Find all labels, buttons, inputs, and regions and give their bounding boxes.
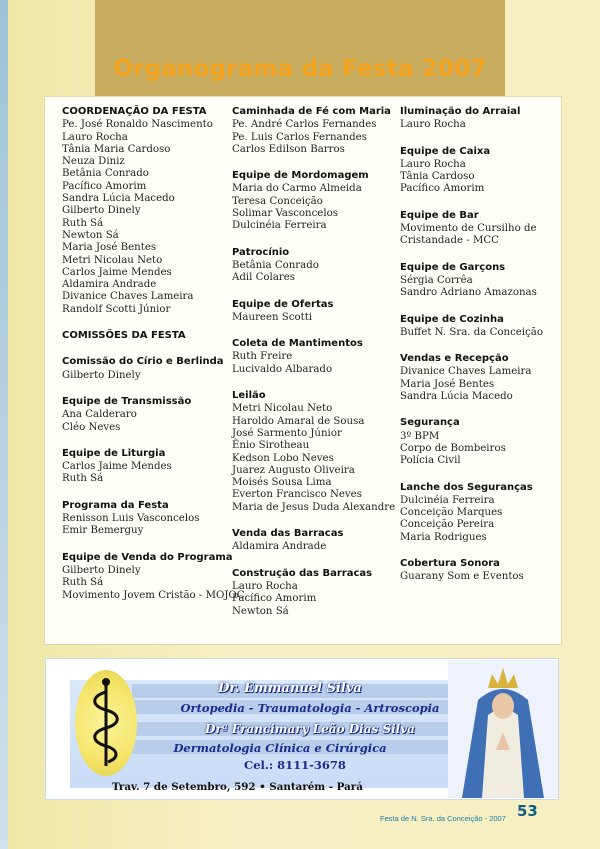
section-heading: Construção das Barracas bbox=[232, 567, 373, 579]
member-name: Maureen Scotti bbox=[232, 311, 313, 323]
member-name: Pe. José Ronaldo Nascimento bbox=[62, 119, 213, 131]
footer-caption: Festa de N. Sra. da Conceição - 2007 bbox=[380, 814, 506, 823]
section-heading: COMISSÕES DA FESTA bbox=[62, 330, 186, 342]
doctor-specialty-1: Ortopedia - Traumatologia - Artroscopia bbox=[180, 701, 440, 715]
member-name: Neuza Diniz bbox=[62, 156, 125, 168]
member-name: Aldamira Andrade bbox=[62, 279, 157, 291]
member-name: Lauro Rocha bbox=[62, 131, 128, 143]
member-name: Lauro Rocha bbox=[400, 119, 466, 131]
member-name: Tânia Cardoso bbox=[400, 171, 475, 183]
member-name: Newton Sá bbox=[62, 229, 119, 241]
section bbox=[62, 330, 234, 342]
column-2 bbox=[232, 106, 404, 632]
member-name: Ruth Sá bbox=[62, 217, 104, 229]
section-heading: Equipe de Transmissão bbox=[62, 395, 192, 407]
member-name: Pe. André Carlos Fernandes bbox=[232, 119, 377, 131]
section-heading: Equipe de Ofertas bbox=[232, 298, 334, 310]
member-name: Carlos Edilson Barros bbox=[232, 143, 345, 155]
section-heading: Equipe de Bar bbox=[400, 209, 479, 221]
member-name: Juarez Augusto Oliveira bbox=[232, 464, 355, 476]
section bbox=[62, 448, 234, 486]
member-name: Movimento Jovem Cristão - MOJOC bbox=[62, 589, 245, 601]
section bbox=[62, 356, 234, 382]
section-heading: Lanche dos Seguranças bbox=[400, 481, 533, 493]
member-name: Teresa Conceição bbox=[232, 195, 323, 207]
column-3 bbox=[400, 106, 550, 598]
member-name: Gilberto Dinely bbox=[62, 564, 141, 576]
section-heading: Equipe de Mordomagem bbox=[232, 170, 369, 182]
member-name: Dulcinéia Ferreira bbox=[232, 220, 327, 232]
section bbox=[232, 528, 404, 554]
member-name: Carlos Jaime Mendes bbox=[62, 266, 172, 278]
member-name: Sandra Lúcia Macedo bbox=[400, 391, 513, 403]
section-heading: Iluminação do Arraial bbox=[400, 106, 521, 117]
doctor-name-1: Dr. Emmanuel Silva bbox=[218, 681, 362, 696]
section-heading: COORDENAÇÃO DA FESTA bbox=[62, 106, 207, 117]
member-name: Gilberto Dinely bbox=[62, 369, 141, 381]
member-name: Carlos Jaime Mendes bbox=[62, 461, 172, 473]
section-heading: Equipe de Liturgia bbox=[62, 447, 166, 459]
section-heading: Equipe de Venda do Programa bbox=[62, 551, 233, 563]
member-name: Pacífico Amorim bbox=[400, 183, 485, 195]
member-name: Conceição Marques bbox=[400, 507, 503, 519]
section-heading: Cobertura Sonora bbox=[400, 558, 500, 570]
section bbox=[400, 146, 550, 196]
section-heading: Coleta de Mantimentos bbox=[232, 338, 363, 350]
member-name: Conceição Pereira bbox=[400, 519, 495, 531]
section-heading: Venda das Barracas bbox=[232, 528, 344, 540]
section bbox=[400, 482, 550, 544]
section bbox=[232, 390, 404, 514]
section-heading: Equipe de Caixa bbox=[400, 145, 491, 157]
member-name: Sérgia Corrêa bbox=[400, 274, 473, 286]
phone-number: Cel.: 8111-3678 bbox=[244, 758, 346, 772]
member-name: Ruth Sá bbox=[62, 577, 104, 589]
member-name: Metri Nicolau Neto bbox=[62, 254, 163, 266]
member-name: Haroldo Amaral de Sousa bbox=[232, 415, 365, 427]
column-1 bbox=[62, 106, 245, 616]
section-heading: Vendas e Recepção bbox=[400, 353, 509, 365]
member-name: Lauro Rocha bbox=[232, 580, 298, 592]
section bbox=[400, 417, 550, 467]
member-name: Sandra Lúcia Macedo bbox=[62, 193, 175, 205]
section-heading: Caminhada de Fé com Maria bbox=[232, 106, 391, 117]
member-name: Divanice Chaves Lameira bbox=[62, 291, 194, 303]
caduceus-icon bbox=[75, 670, 137, 776]
member-name: Betânia Conrado bbox=[62, 168, 149, 180]
section bbox=[232, 568, 404, 618]
member-name: Randolf Scotti Júnior bbox=[62, 303, 171, 315]
section bbox=[232, 338, 404, 376]
member-name: Pe. Luis Carlos Fernandes bbox=[232, 131, 367, 143]
member-name: Aldamira Andrade bbox=[232, 541, 327, 553]
section-heading: Leilão bbox=[232, 390, 266, 402]
section bbox=[232, 247, 404, 285]
doctor-name-2: Drª Francimary Leão Dias Silva bbox=[205, 722, 415, 736]
member-name: Movimento de Cursilho de Cristandade - MCC bbox=[400, 223, 537, 247]
address: Trav. 7 de Setembro, 592 • Santarém - Pará bbox=[112, 781, 363, 793]
member-name: Lucivaldo Albarado bbox=[232, 363, 333, 375]
section-heading: Segurança bbox=[400, 417, 460, 429]
section bbox=[232, 299, 404, 325]
section bbox=[400, 558, 550, 584]
section bbox=[62, 396, 234, 434]
member-name: Adil Colares bbox=[232, 272, 296, 284]
member-name: Polícia Civil bbox=[400, 455, 461, 467]
member-name: Metri Nicolau Neto bbox=[232, 403, 333, 415]
member-name: Newton Sá bbox=[232, 605, 289, 617]
member-name: Kedson Lobo Neves bbox=[232, 452, 334, 464]
member-name: Betânia Conrado bbox=[232, 259, 319, 271]
section bbox=[400, 210, 550, 248]
section bbox=[232, 106, 404, 156]
section bbox=[400, 106, 550, 132]
member-name: Ruth Sá bbox=[62, 473, 104, 485]
member-name: Maria de Jesus Duda Alexandre bbox=[232, 501, 396, 513]
member-name: Lauro Rocha bbox=[400, 158, 466, 170]
section bbox=[232, 170, 404, 232]
member-name: Pacífico Amorim bbox=[232, 593, 317, 605]
member-name: Divanice Chaves Lameira bbox=[400, 366, 532, 378]
member-name: Maria José Bentes bbox=[400, 378, 495, 390]
member-name: Emir Bemerguy bbox=[62, 525, 144, 537]
member-name: Solimar Vasconcelos bbox=[232, 208, 338, 220]
member-name: Ruth Freire bbox=[232, 351, 293, 363]
section bbox=[62, 500, 234, 538]
member-name: Ênio Sirotheau bbox=[232, 440, 310, 452]
member-name: Tânia Maria Cardoso bbox=[62, 143, 171, 155]
member-name: Cléo Neves bbox=[62, 421, 121, 433]
section-heading: Equipe de Garçons bbox=[400, 261, 506, 273]
member-name: Buffet N. Sra. da Conceição bbox=[400, 326, 544, 338]
doctor-specialty-2: Dermatologia Clínica e Cirúrgica bbox=[173, 741, 387, 755]
section-heading: Programa da Festa bbox=[62, 499, 169, 511]
page-title: Organograma da Festa 2007 bbox=[113, 56, 487, 82]
section bbox=[62, 551, 245, 602]
member-name: Pacífico Amorim bbox=[62, 180, 147, 192]
section bbox=[400, 314, 550, 340]
madonna-statue-icon bbox=[448, 660, 558, 798]
member-name: Gilberto Dinely bbox=[62, 205, 141, 217]
section-heading: Patrocínio bbox=[232, 246, 290, 258]
member-name: Corpo de Bombeiros bbox=[400, 442, 506, 454]
member-name: Maria Rodrigues bbox=[400, 531, 487, 543]
member-name: Guarany Som e Eventos bbox=[400, 571, 524, 583]
member-name: Maria do Carmo Almeida bbox=[232, 183, 362, 195]
member-name: Maria José Bentes bbox=[62, 242, 157, 254]
member-name: 3º BPM bbox=[400, 430, 440, 442]
page-edge bbox=[0, 0, 8, 849]
member-name: Ana Calderaro bbox=[62, 409, 137, 421]
section-heading: Equipe de Cozinha bbox=[400, 313, 504, 325]
page-number: 53 bbox=[517, 802, 538, 820]
member-name: Everton Francisco Neves bbox=[232, 489, 362, 501]
section bbox=[400, 262, 550, 300]
member-name: Dulcinéia Ferreira bbox=[400, 494, 495, 506]
section bbox=[400, 353, 550, 403]
member-name: Moisés Sousa Lima bbox=[232, 477, 332, 489]
member-name: Renisson Luis Vasconcelos bbox=[62, 513, 200, 525]
member-name: José Sarmento Júnior bbox=[232, 427, 342, 439]
section bbox=[62, 106, 234, 316]
member-name: Sandro Adriano Amazonas bbox=[400, 287, 537, 299]
section-heading: Comissão do Círio e Berlinda bbox=[62, 356, 224, 368]
